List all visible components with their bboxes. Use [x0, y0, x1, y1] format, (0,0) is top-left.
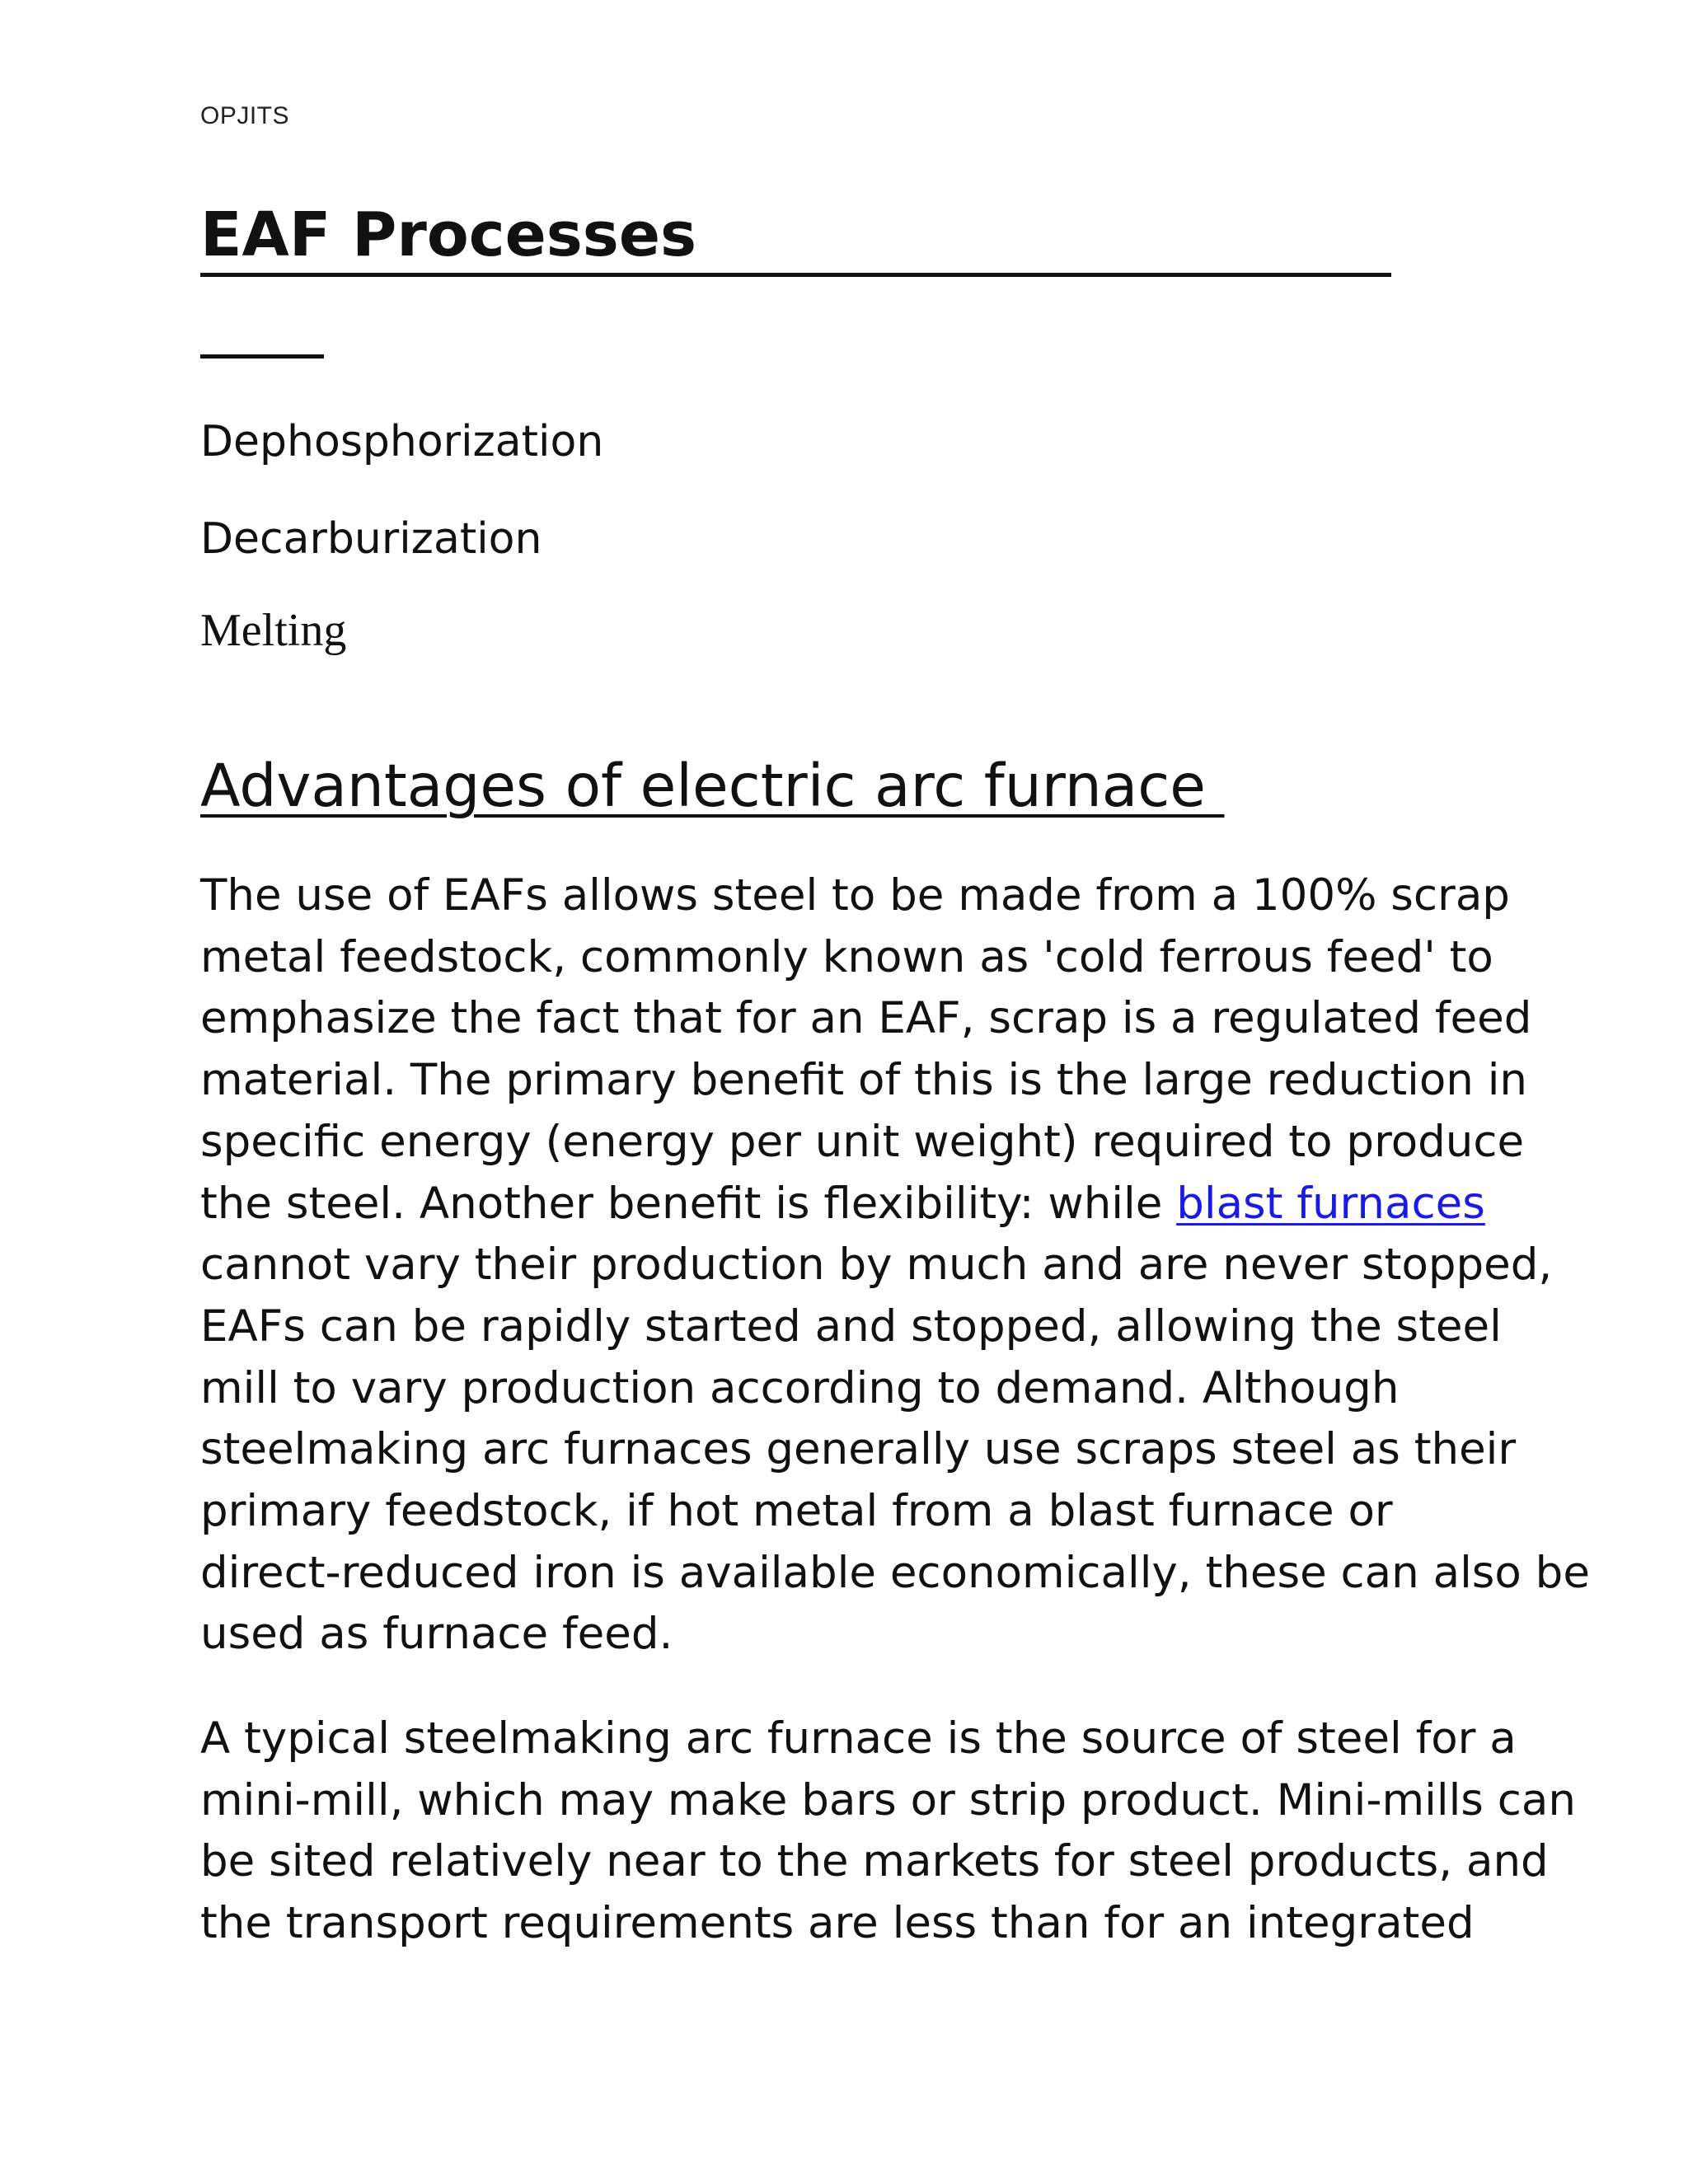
paragraph-line: EAFs can be rapidly started and stopped, allowing the steel	[200, 1301, 1502, 1352]
page-title: EAF Processes	[200, 199, 697, 270]
process-item: Decarburization	[200, 514, 542, 564]
page-header: OPJITS	[200, 102, 290, 129]
title-underline-continuation	[200, 354, 324, 359]
paragraph-line: primary feedstock, if hot metal from a blast furnace or	[200, 1486, 1393, 1537]
paragraph-advantages	[200, 865, 1590, 1666]
paragraph-line: A typical steelmaking arc furnace is the source of steel for a	[200, 1713, 1517, 1764]
process-item: Melting	[200, 605, 347, 656]
paragraph-line: cannot vary their production by much and are never stopped,	[200, 1240, 1553, 1291]
paragraph-line: metal feedstock, commonly known as 'cold ferrous feed' to	[200, 931, 1493, 982]
paragraph-line: emphasize the fact that for an EAF, scrap is a regulated feed	[200, 993, 1532, 1044]
paragraph-line: be sited relatively near to the markets for steel products, and	[200, 1836, 1549, 1887]
process-item: Dephosphorization	[200, 417, 604, 466]
paragraph-line: direct-reduced iron is available economically, these can also be	[200, 1547, 1590, 1598]
paragraph-line-with-link	[200, 1174, 1511, 1235]
paragraph-line: material. The primary benefit of this is the large reduction in	[200, 1055, 1528, 1106]
paragraph-text: the steel. Another benefit is flexibility: while	[200, 1178, 1177, 1229]
blast-furnaces-link[interactable]: blast furnaces	[1176, 1178, 1485, 1229]
paragraph-line: specific energy (energy per unit weight) required to produce	[200, 1116, 1525, 1167]
paragraph-line: The use of EAFs allows steel to be made from a 100% scrap	[200, 870, 1510, 921]
paragraph-mini-mill	[200, 1708, 1576, 1955]
section-heading: Advantages of electric arc furnace	[200, 752, 1225, 820]
paragraph-line: mill to vary production according to demand. Although	[200, 1362, 1400, 1413]
paragraph-line: the transport requirements are less than for an integrated	[200, 1898, 1475, 1949]
paragraph-line: used as furnace feed.	[200, 1609, 673, 1660]
paragraph-line: steelmaking arc furnaces generally use scraps steel as their	[200, 1424, 1517, 1475]
paragraph-line: mini-mill, which may make bars or strip product. Mini-mills can	[200, 1774, 1576, 1825]
title-underline	[200, 273, 1391, 277]
